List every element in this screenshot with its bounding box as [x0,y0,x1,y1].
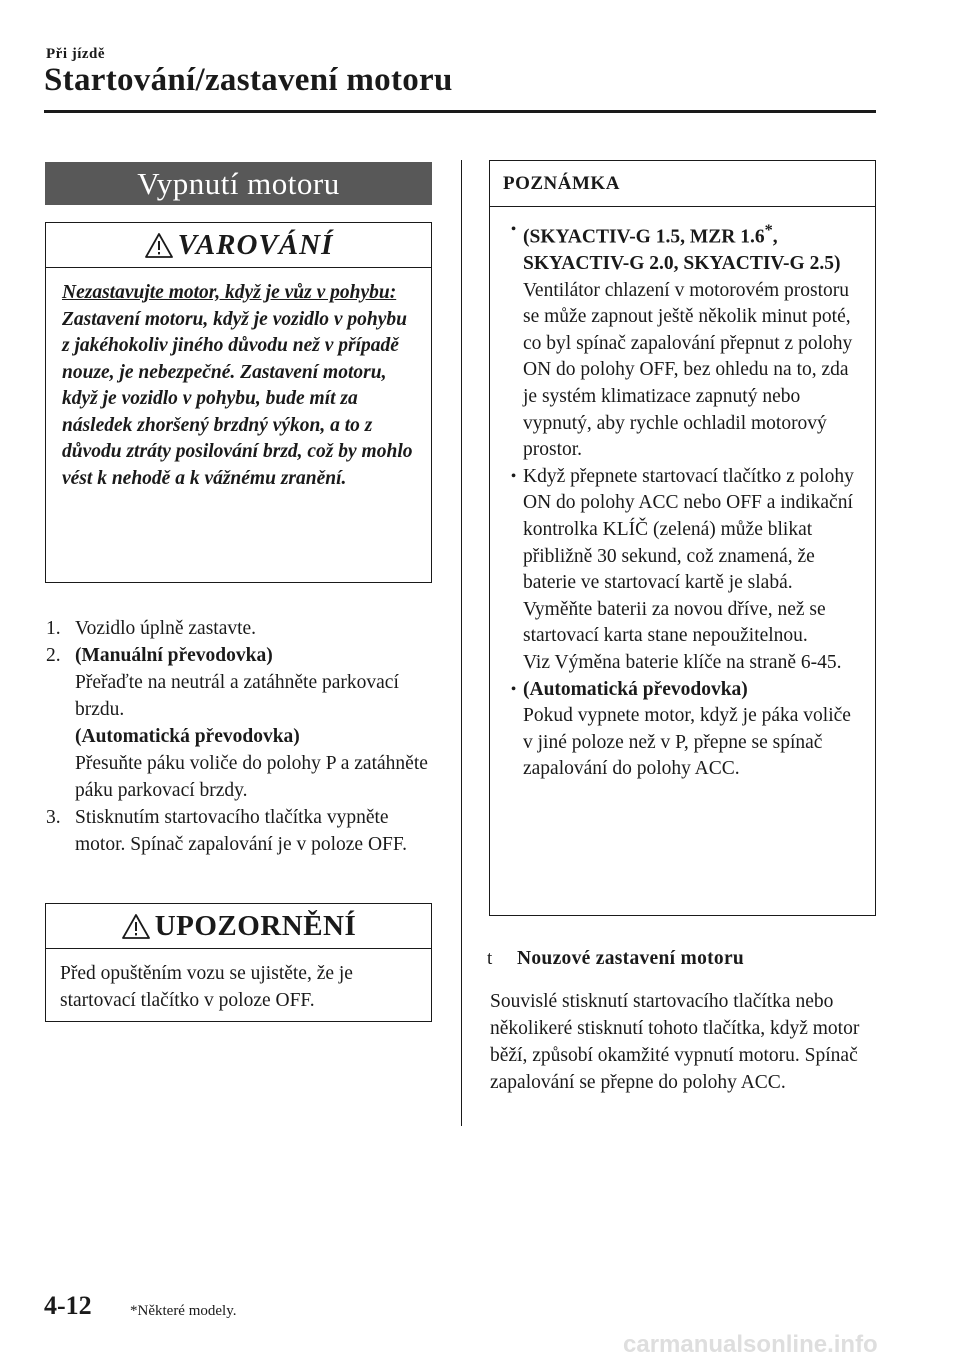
page-title: Startování/zastavení motoru [44,62,453,98]
watermark: carmanualsonline.info [623,1331,878,1358]
steps-list [46,615,436,858]
caution-box [45,903,432,1022]
warning-triangle-icon [144,232,174,259]
warning-box [45,222,432,583]
emergency-stop-text: Souvislé stisknutí startovacího tlačítka nebo několikeré stisknutí tohoto tlačítka, když motor běží, způsobí okamžité vypnutí motoru. Spínač zapalování se přepne do polohy ACC. [490,991,860,1093]
note-title: POZNÁMKA [490,161,875,207]
note-item-text: Viz Výměna baterie klíče na straně 6-45. [523,652,842,673]
note-item-text: Pokud vypnete motor, když je páka voliče v jiné poloze než v P, přepne se spínač zapalování do polohy ACC. [523,705,851,780]
note-body [490,207,875,783]
manual-transmission-text: Přeřaďte na neutrál a zatáhněte parkovací brzdu. [75,672,399,720]
automatic-transmission-label: (Automatická převodovka) [523,678,748,700]
emergency-stop-heading [487,948,744,970]
note-item-content [523,677,861,783]
page-number: 4-12 [44,1291,92,1320]
engine-models-label-end: , SKYACTIV-G 2.0, SKYACTIV-G 2.5) [523,226,841,275]
caution-title: UPOZORNĚNÍ [154,909,357,942]
warning-text: Zastavení motoru, když je vozidlo v pohybu z jakéhokoliv jiného důvodu než v případě nouze, je nebezpečné. Zastavení motoru, když je vozidlo v pohybu, bude mít za následek zhoršený brzdný výkon, a to z důvodu ztráty posilování brzd, což by mohlo vést k nehodě a k vážnému zranění. [62,308,413,489]
step-item [46,642,436,804]
note-item [504,464,861,677]
step-text: Stisknutím startovacího tlačítka vypněte motor. Spínač zapalování je v poloze OFF. [75,807,408,855]
step-item [46,804,436,858]
automatic-transmission-text: Přesuňte páku voliče do polohy P a zatáhněte páku parkovací brzdy. [75,753,428,801]
note-item-content [523,217,861,464]
warning-lead: Nezastavujte motor, když je vůz v pohybu: [62,282,397,303]
title-rule [44,110,876,113]
bullet-icon: • [510,467,517,485]
bullet-icon: • [510,680,517,698]
engine-models-label [523,217,861,278]
warning-title: VAROVÁNÍ [177,228,334,261]
footnote-star: * [764,221,773,239]
warning-triangle-icon [121,913,151,940]
note-item-text: Ventilátor chlazení v motorovém prostoru se může zapnout ještě několik minut poté, co byl spínač zapalování přepnut z polohy ON do polohy OFF, bez ohledu na to, zda je systém klimatizace zapnutý nebo vypnutý, aby rychle ochladil motorový prostor. [523,279,853,461]
note-box [489,160,876,916]
footnote: *Některé modely. [130,1303,237,1319]
manual-transmission-label: (Manuální převodovka) [75,645,273,666]
step-item [46,615,436,642]
column-divider [461,160,462,1126]
warning-header [46,223,431,268]
step-number: 2. [46,645,61,666]
step-text: Vozidlo úplně zastavte. [75,618,257,639]
engine-models-label-start: (SKYACTIV-G 1.5, MZR 1.6 [523,226,765,248]
step-number: 1. [46,618,61,639]
emergency-stop-title: Nouzové zastavení motoru [517,948,745,969]
section-kicker: Při jízdě [46,46,106,62]
bullet-icon: • [510,221,517,238]
step-text [75,642,436,804]
section-banner: Vypnutí motoru [45,162,432,205]
note-item [504,217,861,464]
caution-header [46,904,431,949]
note-item-text: Vyměňte baterii za novou dříve, než se startovací karta stane nepoužitelnou. [523,598,826,647]
heading-marker-icon: t [487,948,493,969]
automatic-transmission-label: (Automatická převodovka) [75,726,300,747]
warning-body [46,268,431,492]
note-item-content [523,464,861,677]
caution-text: Před opuštěním vozu se ujistěte, že je startovací tlačítko v poloze OFF. [60,963,353,1011]
note-item-text: Když přepnete startovací tlačítko z polohy ON do polohy ACC nebo OFF a indikační kontrolka KLÍČ (zelená) může blikat přibližně 30 sekund, což znamená, že baterie ve startovací kartě je slabá. [523,465,854,594]
note-item [504,677,861,783]
step-number: 3. [46,807,61,828]
